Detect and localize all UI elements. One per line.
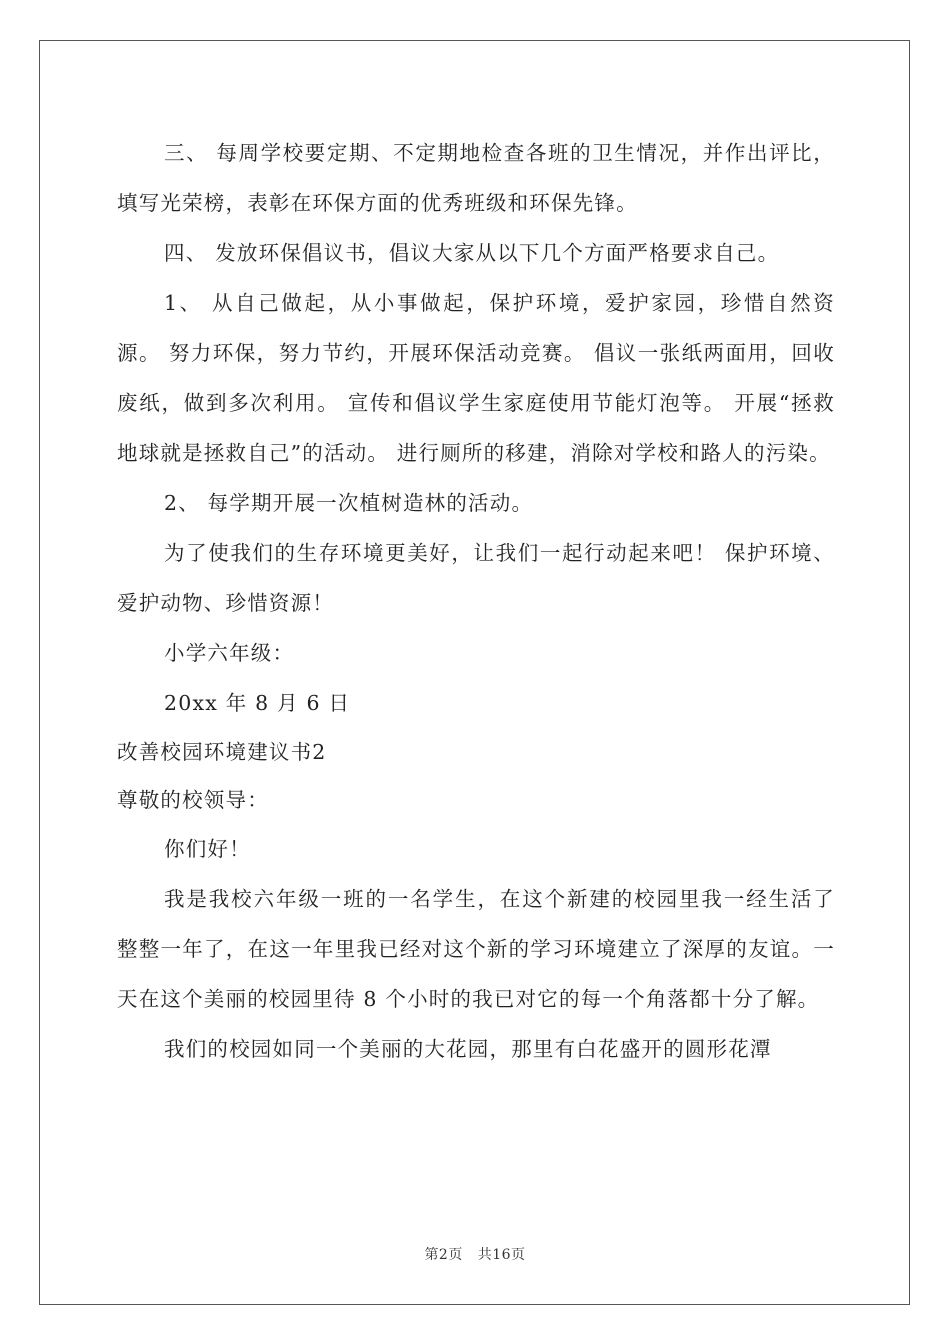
paragraph-campus: 我们的校园如同一个美丽的大花园，那里有白花盛开的圆形花潭	[164, 1037, 772, 1061]
paragraph-proposal: 四、 发放环保倡议书，倡议大家从以下几个方面严格要求自己。	[164, 241, 780, 265]
salutation: 尊敬的校领导：	[117, 788, 269, 812]
page-number: 第2页	[424, 1247, 463, 1263]
page-footer	[0, 1244, 950, 1264]
paragraph-item-2: 2、 每学期开展一次植树造林的活动。	[164, 491, 534, 515]
signature-line: 小学六年级：	[164, 641, 295, 665]
section-title: 改善校园环境建议书2	[117, 740, 327, 764]
page-total: 共16页	[477, 1247, 526, 1263]
document-body	[117, 128, 835, 1074]
paragraph-introduction: 我是我校六年级一班的一名学生，在这个新建的校园里我一经生活了整整一年了，在这一年里我已经对这个新的学习环境建立了深厚的友谊。一天在这个美丽的校园里待 8 个小时的我已对它的每一个角落都十分了解。	[117, 887, 835, 1011]
paragraph-call-to-action: 为了使我们的生存环境更美好，让我们一起行动起来吧！ 保护环境、爱护动物、珍惜资源！	[117, 541, 835, 615]
paragraph-item-1: 1、 从自己做起，从小事做起，保护环境，爱护家园，珍惜自然资源。 努力环保，努力节约，开展环保活动竞赛。 倡议一张纸两面用，回收废纸，做到多次利用。 宣传和倡议学生家庭使用节能灯泡等。 开展“拯救地球就是拯救自己”的活动。 进行厕所的移建，消除对学校和路人的污染。	[117, 291, 835, 465]
date-line: 20xx 年 8 月 6 日	[164, 691, 351, 715]
paragraph-inspection: 三、 每周学校要定期、不定期地检查各班的卫生情况，并作出评比，填写光荣榜，表彰在环保方面的优秀班级和环保先锋。	[117, 141, 835, 215]
greeting: 你们好！	[164, 837, 251, 861]
